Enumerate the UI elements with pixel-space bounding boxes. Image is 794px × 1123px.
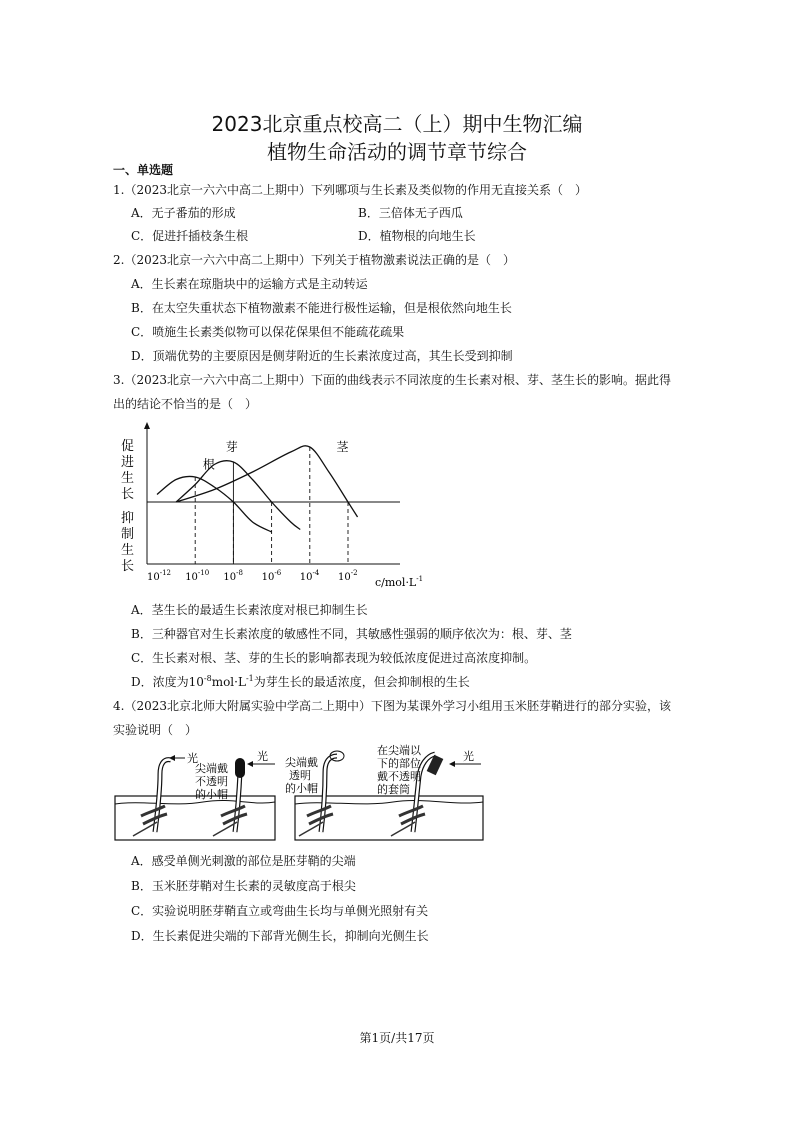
y-axis-arrow	[144, 422, 150, 429]
question-1-option-a: A．无子番茄的形成	[131, 206, 236, 220]
x-tick-label: $10^{-12}$	[147, 569, 172, 583]
question-4-stem-line2: 实验说明（ ）	[113, 723, 198, 737]
auxin-concentration-chart	[113, 420, 424, 592]
label-opaque-cap-line1: 尖端戴	[195, 762, 228, 775]
series-label-芽: 芽	[225, 439, 238, 454]
label-transparent-cap-line1: 尖端戴	[285, 756, 318, 769]
label-sleeve-line3: 戴不透明	[377, 770, 421, 783]
curve-根	[157, 476, 272, 532]
question-3-stem-line2: 出的结论不恰当的是（ ）	[113, 397, 258, 411]
question-1-option-d: D．植物根的向地生长	[358, 229, 476, 243]
light-label-3: 光	[463, 750, 474, 763]
curve-芽	[176, 461, 300, 530]
x-tick-label: $10^{-4}$	[299, 569, 320, 583]
series-label-根: 根	[202, 457, 215, 472]
question-2-stem: 2.（2023北京一六六中高二上期中）下列关于植物激素说法正确的是（ ）	[113, 253, 515, 267]
question-3-option-d: D．浓度为$10^{-8}mol\cdot L^{-1}$为芽生长的最适浓度，但会抑制根的生长	[131, 674, 470, 689]
question-4-stem-line1: 4.（2023北京北师大附属实验中学高二上期中）下图为某课外学习小组用玉米胚芽鞘进行的部分实验，该	[113, 699, 671, 713]
light-arrow-1	[169, 755, 185, 761]
label-transparent-cap-line3: 的小帽	[285, 782, 318, 795]
y-label-inhibit-char: 长	[121, 559, 135, 574]
y-label-inhibit-char: 制	[121, 527, 135, 542]
x-tick-label: $10^{-2}$	[338, 569, 358, 583]
light-label-2: 光	[257, 750, 268, 763]
document-subtitle: 植物生命活动的调节章节综合	[267, 140, 527, 164]
label-opaque-cap-line2: 不透明	[195, 775, 228, 788]
y-label-promote-char: 长	[121, 487, 135, 502]
opaque-cap	[235, 758, 245, 778]
question-3-option-a: A．茎生长的最适生长素浓度对根已抑制生长	[131, 603, 368, 617]
coleoptile-experiment-figure	[113, 744, 485, 844]
y-label-promote-char: 进	[121, 455, 135, 470]
question-3-option-c: C．生长素对根、茎、芽的生长的影响都表现为较低浓度促进过高浓度抑制。	[131, 651, 537, 665]
label-sleeve-line4: 的套筒	[377, 783, 410, 796]
question-2-option-c: C．喷施生长素类似物可以保花保果但不能疏花疏果	[131, 325, 405, 339]
page-footer: 第1页/共17页	[359, 1031, 435, 1045]
question-1-option-c: C．促进扦插枝条生根	[131, 229, 249, 243]
label-transparent-cap-line2: 透明	[289, 769, 311, 782]
light-label-1: 光	[187, 752, 198, 765]
question-2-option-b: B．在太空失重状态下植物激素不能进行极性运输，但是根依然向地生长	[131, 301, 512, 315]
y-label-inhibit-char: 抑	[121, 511, 135, 526]
x-tick-label: $10^{-10}$	[185, 569, 210, 583]
label-opaque-cap-line3: 的小帽	[195, 788, 228, 801]
y-label-promote-char: 生	[121, 471, 135, 486]
y-label-promote-char: 促	[121, 439, 135, 454]
question-2-option-a: A．生长素在琼脂块中的运输方式是主动转运	[131, 277, 368, 291]
series-label-茎: 茎	[336, 439, 349, 454]
question-4-option-a: A．感受单侧光刺激的部位是胚芽鞘的尖端	[131, 854, 356, 868]
question-1-stem: 1.（2023北京一六六中高二上期中）下列哪项与生长素及类似物的作用无直接关系（ ）	[113, 183, 587, 197]
question-3-option-b: B．三种器官对生长素浓度的敏感性不同，其敏感性强弱的顺序依次为：根、芽、茎	[131, 627, 572, 641]
label-sleeve-line2: 下的部位	[377, 757, 421, 770]
question-1-option-b: B．三倍体无子西瓜	[358, 206, 463, 220]
label-sleeve-line1: 在尖端以	[377, 744, 421, 757]
question-4-option-d: D．生长素促进尖端的下部背光侧生长，抑制向光侧生长	[131, 929, 429, 943]
section-heading: 一、单选题	[113, 163, 174, 177]
x-axis-label: $c/mol\cdot L^{-1}$	[375, 575, 424, 589]
x-tick-label: $10^{-8}$	[223, 569, 243, 583]
y-label-inhibit-char: 生	[121, 543, 135, 558]
x-tick-label: $10^{-6}$	[261, 569, 282, 583]
question-4-option-c: C．实验说明胚芽鞘直立或弯曲生长均与单侧光照射有关	[131, 904, 429, 918]
question-2-option-d: D．顶端优势的主要原因是侧芽附近的生长素浓度过高，其生长受到抑制	[131, 349, 513, 363]
question-4-option-b: B．玉米胚芽鞘对生长素的灵敏度高于根尖	[131, 879, 356, 893]
document-title: 2023北京重点校高二（上）期中生物汇编	[211, 112, 583, 136]
question-3-stem-line1: 3.（2023北京一六六中高二上期中）下面的曲线表示不同浓度的生长素对根、芽、茎生长的影响。据此得	[113, 373, 671, 387]
